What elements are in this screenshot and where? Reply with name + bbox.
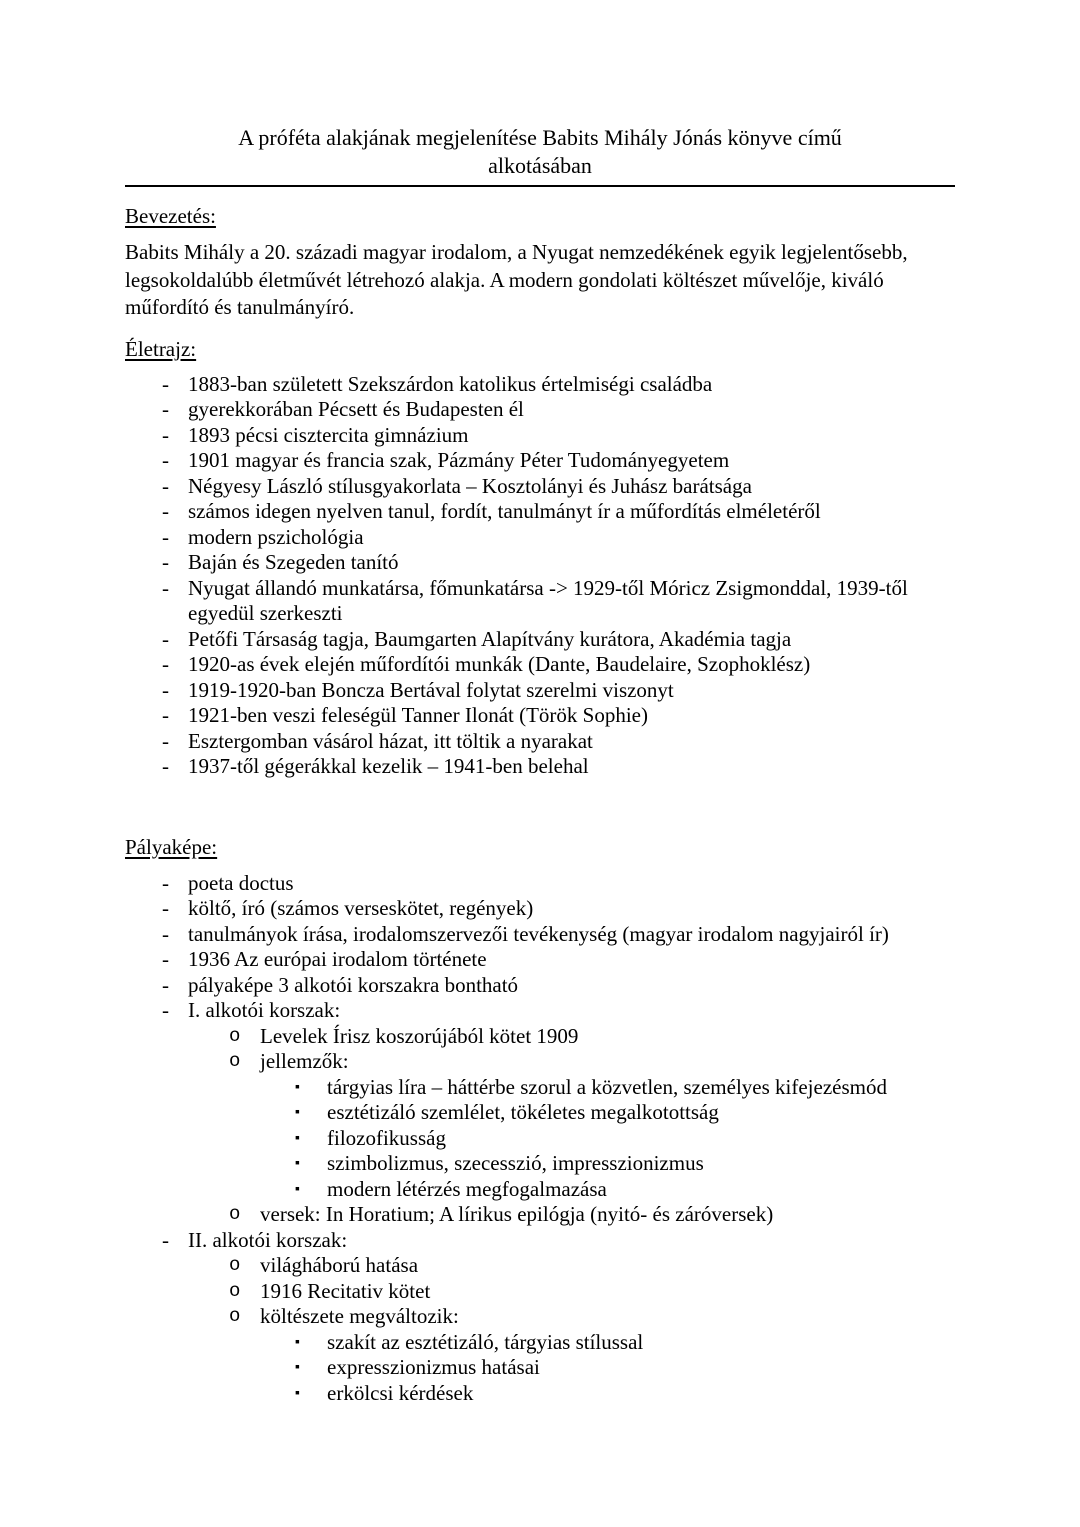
list-item-text: filozofikusság xyxy=(327,1125,446,1150)
list-item xyxy=(125,896,955,922)
square-bullet: ▪ xyxy=(295,1334,300,1350)
square-bullet: ▪ xyxy=(295,1105,300,1120)
list-item-text: erkölcsi kérdések xyxy=(327,1380,474,1405)
dash-bullet: - xyxy=(162,1227,169,1252)
list-item-text: modern pszichológia xyxy=(188,524,364,549)
list-item xyxy=(125,973,955,999)
list-item xyxy=(125,1049,955,1075)
list-item-text: 1921-ben veszi feleségül Tanner Ilonát (Török Sophie) xyxy=(188,703,649,727)
dash-bullet: - xyxy=(162,550,169,574)
list-item xyxy=(125,1355,955,1381)
square-bullet: ▪ xyxy=(295,1181,300,1197)
list-item xyxy=(125,1279,955,1305)
list-item xyxy=(125,729,955,755)
list-item xyxy=(125,499,955,525)
document-title-line-1: A próféta alakjának megjelenítése Babits Mihály Jónás könyve című xyxy=(238,125,842,150)
circle-bullet: o xyxy=(229,1203,241,1225)
list-item xyxy=(125,1151,955,1177)
list-item xyxy=(125,1304,955,1330)
list-item-text: tárgyias líra – háttérbe szorul a közvetlen, személyes kifejezésmód xyxy=(327,1074,887,1099)
list-item xyxy=(125,703,955,729)
list-item-text: 1901 magyar és francia szak, Pázmány Péter Tudományegyetem xyxy=(188,448,730,472)
document-title-line-2: alkotásában xyxy=(488,153,592,178)
circle-bullet: o xyxy=(229,1050,241,1072)
dash-bullet: - xyxy=(162,972,169,997)
list-item xyxy=(125,1253,955,1279)
list-item xyxy=(125,754,955,780)
list-item xyxy=(125,1228,955,1254)
list-item xyxy=(125,947,955,973)
list-item xyxy=(125,1100,955,1126)
document-title xyxy=(125,124,955,187)
square-bullet: ▪ xyxy=(295,1360,300,1375)
section-heading-palyakepe: Pályaképe: xyxy=(125,834,218,859)
dash-bullet: - xyxy=(162,728,169,753)
list-item-text: esztétizáló szemlélet, tökéletes megalkotottság xyxy=(327,1100,719,1124)
list-item-text: jellemzők: xyxy=(260,1049,349,1073)
dash-bullet: - xyxy=(162,575,169,600)
circle-bullet: o xyxy=(229,1305,241,1327)
dash-bullet: - xyxy=(162,921,169,946)
list-item-text: 1937-től gégerákkal kezelik – 1941-ben belehal xyxy=(188,754,589,778)
list-item-text: poeta doctus xyxy=(188,870,294,895)
list-item-text: Petőfi Társaság tagja, Baumgarten Alapítvány kurátora, Akadémia tagja xyxy=(188,626,792,651)
list-item-text: expresszionizmus hatásai xyxy=(327,1355,540,1379)
list-item-text: 1936 Az európai irodalom története xyxy=(188,947,487,971)
dash-bullet: - xyxy=(162,754,169,778)
list-item xyxy=(125,550,955,576)
dash-bullet: - xyxy=(162,703,169,727)
dash-bullet: - xyxy=(162,626,169,651)
square-bullet: ▪ xyxy=(295,1079,300,1095)
section-heading-bevezetes: Bevezetés: xyxy=(125,204,216,228)
list-item-text: II. alkotói korszak: xyxy=(188,1227,348,1252)
biography-list xyxy=(125,372,955,780)
list-item-text: világháború hatása xyxy=(260,1253,419,1277)
list-item-text: modern létérzés megfogalmazása xyxy=(327,1176,607,1201)
square-bullet: ▪ xyxy=(295,1385,300,1401)
list-item-text: I. alkotói korszak: xyxy=(188,998,341,1022)
list-item xyxy=(125,423,955,449)
list-item-text: 1920-as évek elején műfordítói munkák (Dante, Baudelaire, Szophoklész) xyxy=(188,652,811,676)
list-item xyxy=(125,1126,955,1152)
dash-bullet: - xyxy=(162,473,169,498)
dash-bullet: - xyxy=(162,870,169,895)
dash-bullet: - xyxy=(162,652,169,676)
list-item xyxy=(125,627,955,653)
list-item xyxy=(125,1177,955,1203)
list-item xyxy=(125,576,955,627)
list-item-text: költő, író (számos verseskötet, regények) xyxy=(188,896,534,920)
list-item xyxy=(125,678,955,704)
dash-bullet: - xyxy=(162,677,169,702)
list-item xyxy=(125,474,955,500)
list-item-text: számos idegen nyelven tanul, fordít, tanulmányt ír a műfordítás elméletéről xyxy=(188,499,821,523)
list-item-text: Esztergomban vásárol házat, itt töltik a nyarakat xyxy=(188,728,593,753)
list-item-text: Nyugat állandó munkatársa, főmunkatársa -> 1929-től Móricz Zsigmonddal, 1939-től egyedül szerkeszti xyxy=(188,575,908,625)
list-item xyxy=(125,1075,955,1101)
circle-bullet: o xyxy=(229,1279,241,1302)
list-item-text: gyerekkorában Pécsett és Budapesten él xyxy=(188,397,524,421)
section-heading-eletrajz: Életrajz: xyxy=(125,336,197,361)
list-item-text: 1883-ban született Szekszárdon katolikus értelmiségi családba xyxy=(188,371,713,396)
list-item xyxy=(125,1024,955,1050)
list-item-text: Levelek Írisz koszorújából kötet 1909 xyxy=(260,1023,579,1048)
list-item xyxy=(125,397,955,423)
list-item xyxy=(125,1202,955,1228)
dash-bullet: - xyxy=(162,998,169,1022)
list-item xyxy=(125,1330,955,1356)
circle-bullet: o xyxy=(229,1024,241,1047)
dash-bullet: - xyxy=(162,448,169,472)
dash-bullet: - xyxy=(162,397,169,421)
list-item xyxy=(125,525,955,551)
list-item xyxy=(125,1381,955,1407)
list-item xyxy=(125,922,955,948)
intro-paragraph: Babits Mihály a 20. századi magyar irodalom, a Nyugat nemzedékének egyik legjelentősebb, legsokoldalúbb életművét létrehozó alakja. A modern gondolati költészet művelője, kiváló műfordító és tanulmányíró. xyxy=(125,240,908,319)
list-item-text: pályaképe 3 alkotói korszakra bontható xyxy=(188,972,519,997)
list-item xyxy=(125,871,955,897)
list-item xyxy=(125,652,955,678)
list-item xyxy=(125,372,955,398)
dash-bullet: - xyxy=(162,371,169,396)
dash-bullet: - xyxy=(162,947,169,971)
dash-bullet: - xyxy=(162,896,169,920)
list-item-text: Négyesy László stílusgyakorlata – Kosztolányi és Juhász barátsága xyxy=(188,473,752,498)
list-item-text: költészete megváltozik: xyxy=(260,1304,459,1328)
list-item-text: versek: In Horatium; A lírikus epilógja (nyitó- és záróversek) xyxy=(260,1202,774,1226)
career-list xyxy=(125,871,955,1407)
square-bullet: ▪ xyxy=(295,1156,300,1171)
dash-bullet: - xyxy=(162,422,169,447)
list-item-text: tanulmányok írása, irodalomszervezői tevékenység (magyar irodalom nagyjairól ír) xyxy=(188,921,889,946)
square-bullet: ▪ xyxy=(295,1130,300,1146)
circle-bullet: o xyxy=(229,1254,241,1276)
list-item-text: Baján és Szegeden tanító xyxy=(188,550,399,574)
list-item-text: 1916 Recitativ kötet xyxy=(260,1278,431,1303)
list-item xyxy=(125,998,955,1024)
dash-bullet: - xyxy=(162,524,169,549)
list-item xyxy=(125,448,955,474)
dash-bullet: - xyxy=(162,499,169,523)
list-item-text: szakít az esztétizáló, tárgyias stílussal xyxy=(327,1329,644,1354)
list-item-text: 1893 pécsi cisztercita gimnázium xyxy=(188,422,469,447)
list-item-text: szimbolizmus, szecesszió, impresszionizmus xyxy=(327,1151,704,1175)
list-item-text: 1919-1920-ban Boncza Bertával folytat szerelmi viszonyt xyxy=(188,677,674,702)
